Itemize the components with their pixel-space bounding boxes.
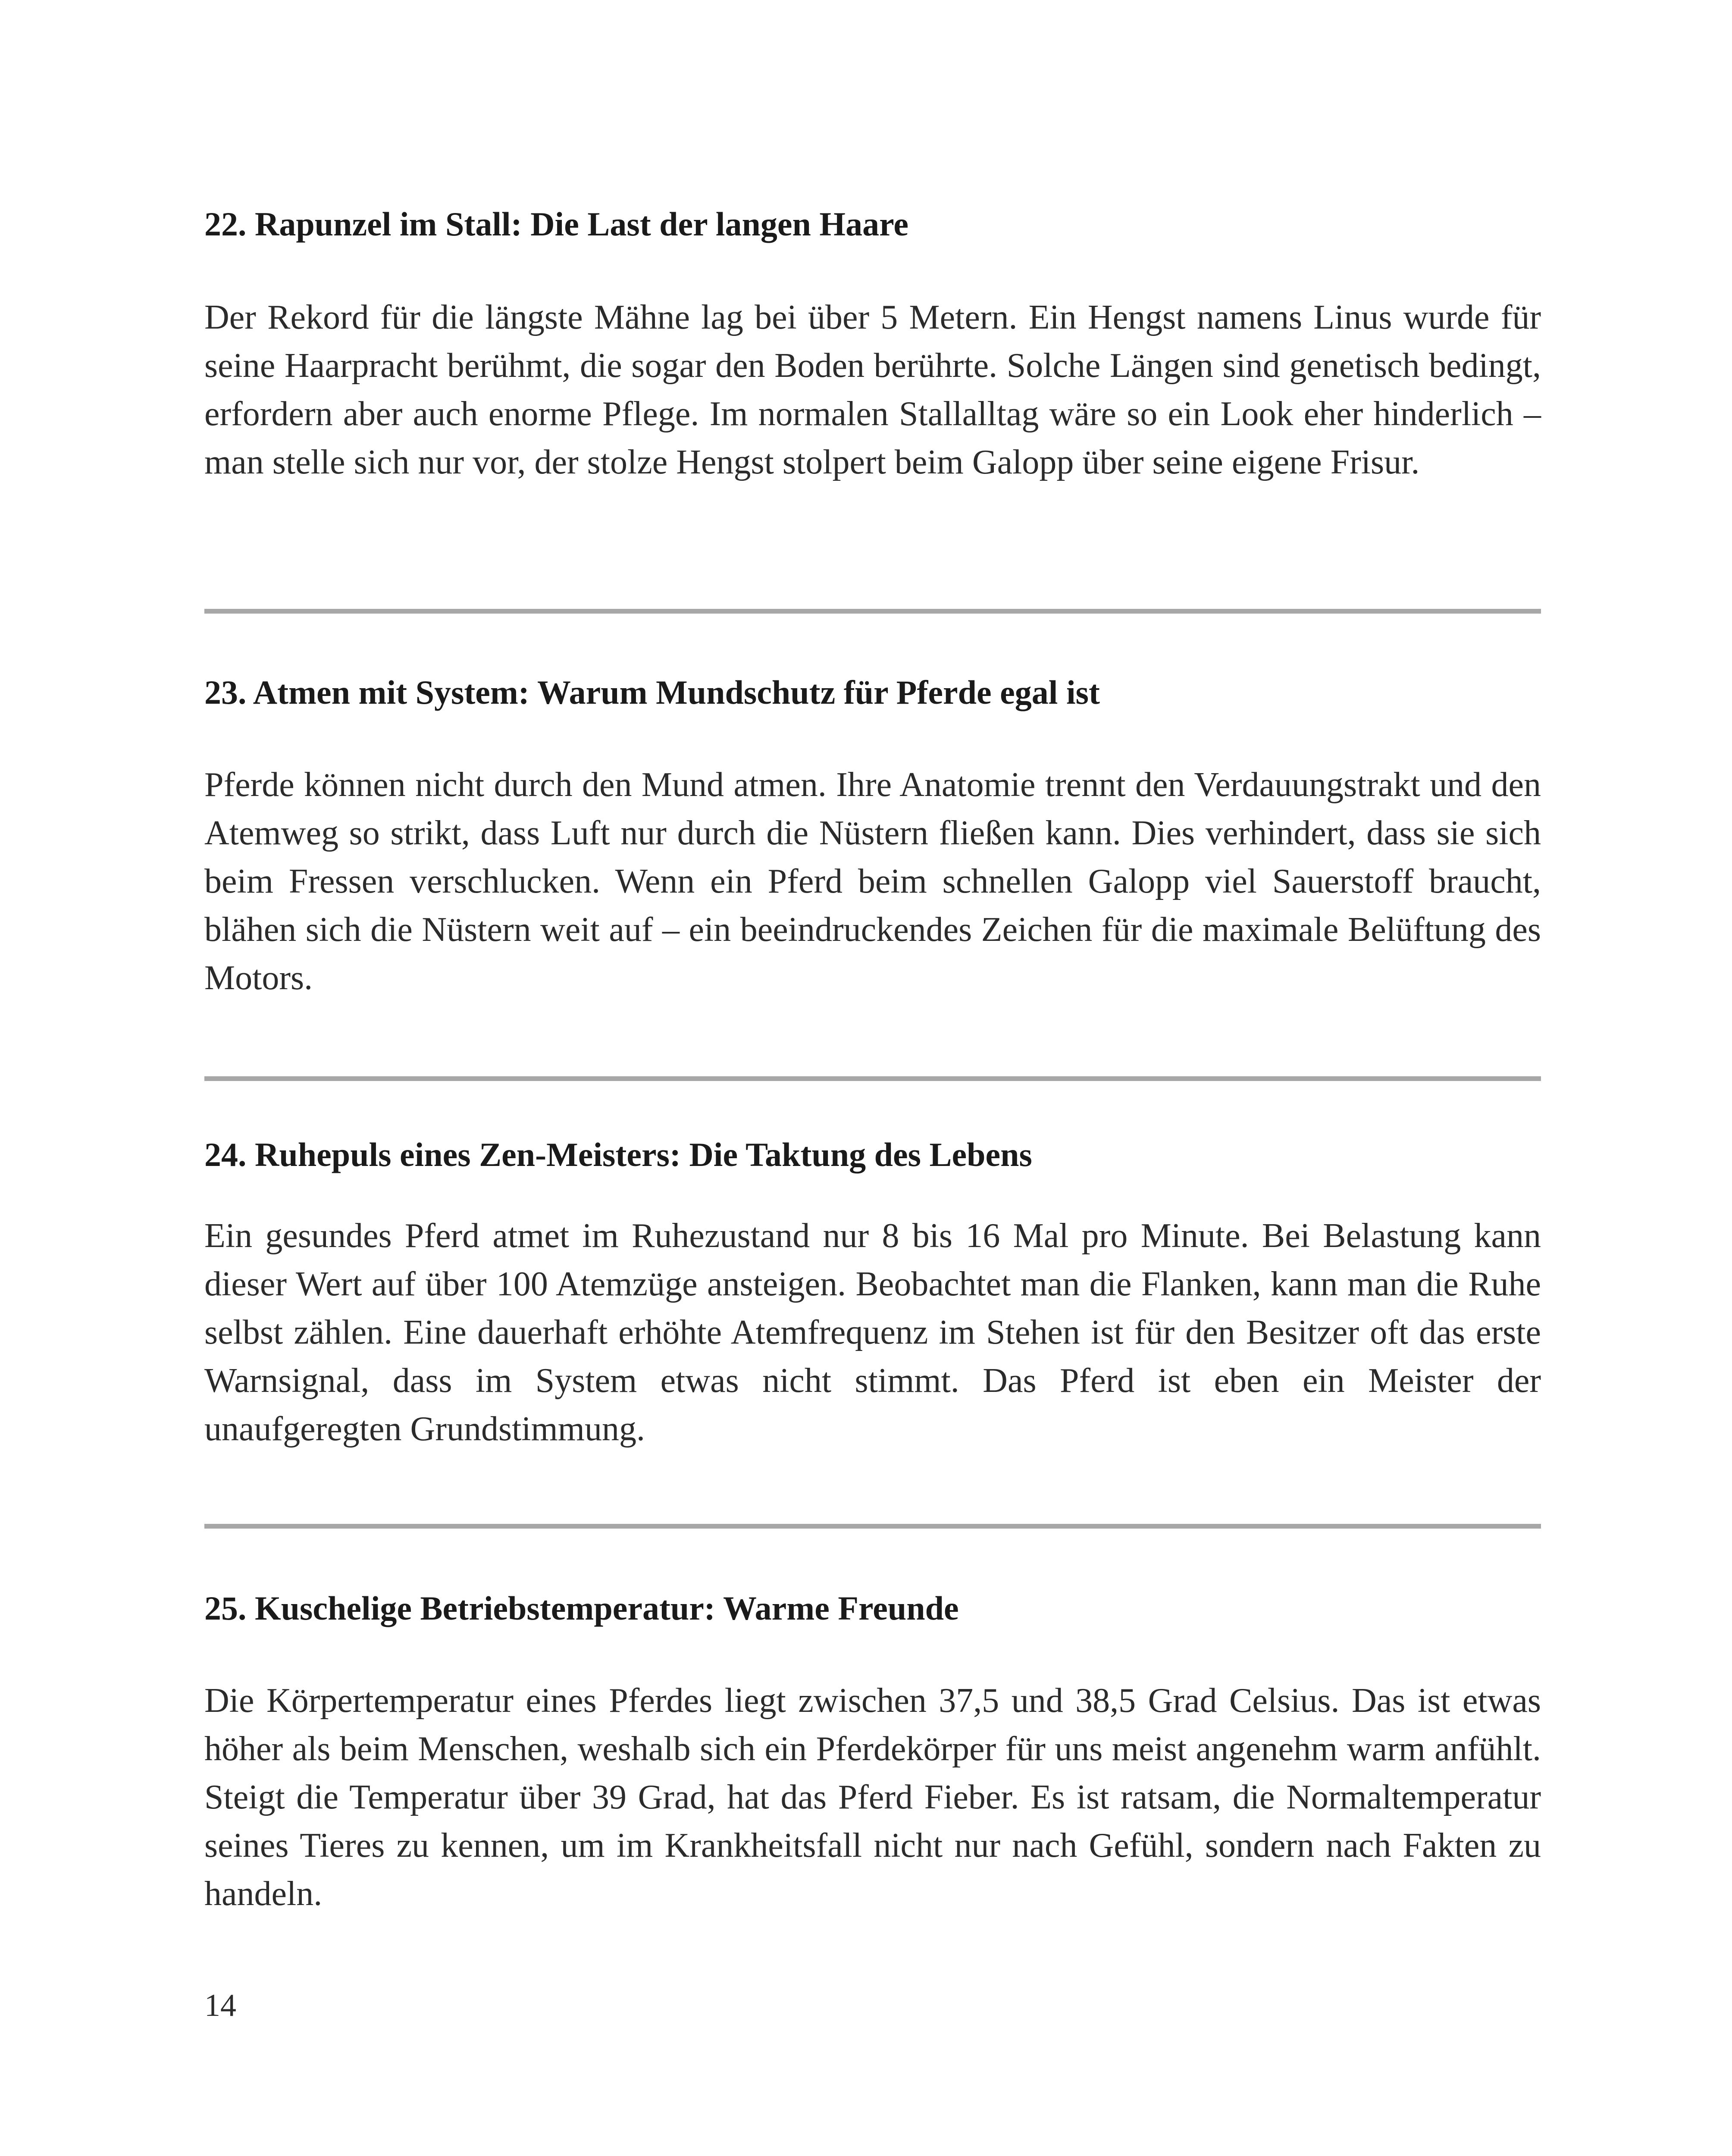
section-text-22: Der Rekord für die längste Mähne lag bei über 5 Metern. Ein Hengst namens Linus wurde für seine Haarpracht berühmt, die sogar den Boden berührte. Solche Längen sind genetisch bedingt, erfordern aber auch enorme Pflege. Im normalen Stallalltag wäre so ein Look eher hinderlich – man stelle sich nur vor, der stolze Hengst stolpert beim Galopp über seine eigene Frisur.: [204, 298, 1541, 481]
section-text-23: Pferde können nicht durch den Mund atmen. Ihre Anatomie trennt den Verdauungstrakt und den Atemweg so strikt, dass Luft nur durch die Nüstern fließen kann. Dies verhindert, dass sie sich beim Fressen verschlucken. Wenn ein Pferd beim schnellen Galopp viel Sauerstoff braucht, blähen sich die Nüstern weit auf – ein beeindruckendes Zeichen für die maximale Belüftung des Motors.: [204, 766, 1541, 997]
section-divider: [204, 1076, 1541, 1081]
section-heading-24: 24. Ruhepuls eines Zen-Meisters: Die Taktung des Lebens: [204, 1136, 1032, 1173]
section-body-23: [204, 761, 1541, 1002]
section-heading-22: 22. Rapunzel im Stall: Die Last der langen Haare: [204, 205, 908, 243]
section-text-24: Ein gesundes Pferd atmet im Ruhezustand nur 8 bis 16 Mal pro Minute. Bei Belastung kann dieser Wert auf über 100 Atemzüge ansteigen. Beobachtet man die Flanken, kann man die Ruhe selbst zählen. Eine dauerhaft erhöhte Atemfrequenz im Stehen ist für den Besitzer oft das erste Warnsignal, dass im System etwas nicht stimmt. Das Pferd ist eben ein Meister der unaufgeregten Grundstimmung.: [204, 1217, 1541, 1448]
section-divider: [204, 1524, 1541, 1529]
section-body-24: [204, 1212, 1541, 1453]
section-text-25: Die Körpertemperatur eines Pferdes liegt zwischen 37,5 und 38,5 Grad Celsius. Das ist etwas höher als beim Menschen, weshalb sich ein Pferdekörper für uns meist angenehm warm anfühlt. Steigt die Temperatur über 39 Grad, hat das Pferd Fieber. Es ist ratsam, die Normaltemperatur seines Tieres zu kennen, um im Krankheitsfall nicht nur nach Gefühl, sondern nach Fakten zu handeln.: [204, 1682, 1541, 1913]
section-body-22: [204, 293, 1541, 486]
section-divider: [204, 609, 1541, 614]
section-body-25: [204, 1677, 1541, 1918]
section-heading-23: 23. Atmen mit System: Warum Mundschutz für Pferde egal ist: [204, 674, 1100, 711]
page-number: 14: [204, 1988, 236, 2023]
section-heading-25: 25. Kuschelige Betriebstemperatur: Warme Freunde: [204, 1589, 959, 1627]
